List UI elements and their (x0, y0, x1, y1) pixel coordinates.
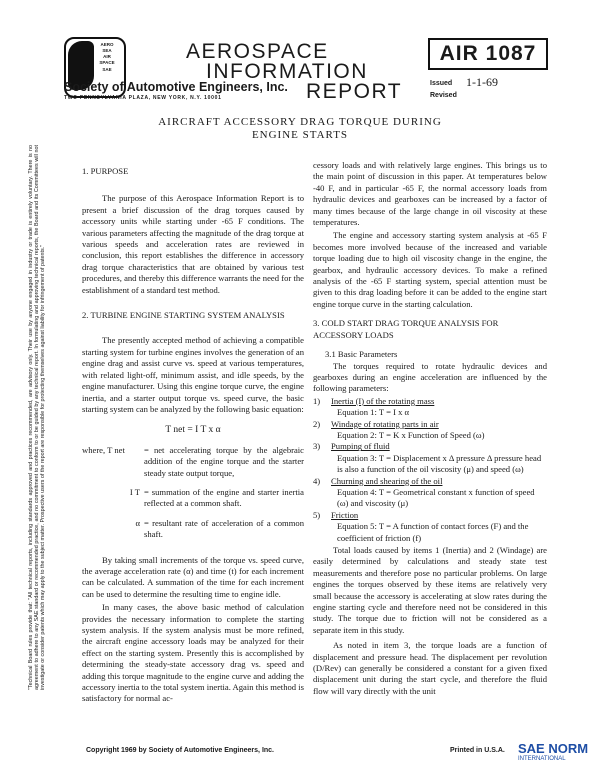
section-heading-purpose: 1. PURPOSE (82, 166, 129, 176)
item-title: Pumping of fluid (331, 441, 390, 452)
paragraph: cessory loads and with relatively large engines. This brings us to the main point of discussion in this paper. At temperatures below -40 F, and in particular -65 F, the normal accessory loads from hydraulic devices and gearboxes can be increased by a factor of many times because of the large change in oil viscosity at these temperatures. (313, 160, 547, 228)
document-number: AIR 1087 (428, 38, 548, 70)
header-title-information: INFORMATION (206, 60, 368, 83)
revised-label: Revised (430, 92, 457, 99)
where-term: I T (129, 486, 140, 497)
title-line: ENGINE STARTS (251, 129, 349, 141)
item-number: 4) (313, 475, 321, 486)
item-number: 2) (313, 418, 321, 429)
item-equation: Equation 3: T = Displacement x Δ pressure Δ pressure head is also a function of the oil viscosity (μ) and speed (ω) (337, 452, 542, 475)
issued-label: Issued (430, 80, 453, 87)
technical-board-notice (26, 145, 46, 690)
subsection-heading-basic-parameters: 3.1 Basic Parameters (325, 349, 398, 360)
issued-date: 1-1-69 (466, 75, 498, 89)
header-title-aerospace: AEROSPACE (186, 40, 329, 63)
where-row (82, 518, 304, 541)
right-column (313, 160, 547, 697)
section-heading-turbine: 2. TURBINE ENGINE STARTING SYSTEM ANALYSIS (82, 310, 285, 321)
item-number: 1) (313, 395, 321, 406)
item-number: 5) (313, 509, 321, 520)
where-row (82, 445, 304, 479)
watermark-text: SAE NORM (518, 741, 589, 756)
notice-text: "Technical Board rules provide that: "All technical reports, including standards approved and practices recommended, are advisory only. Their use by anyone engaged in industry or trade is entirely voluntary. There is no agreement to adhere to any SAE standard or recommended practice, and no commitment to conform to or be guided by any technical report. In formulating and approving technical reports, the Board and its Committees will not investigate or consider patents which may apply to the subject matter. Prospective users of the report are responsible for protecting themselves against liability for infringement of patents." (28, 145, 46, 690)
logo-word: SPACE (99, 60, 115, 65)
item-number: 3) (313, 441, 321, 452)
basic-equation: T net = I T x α (165, 425, 221, 436)
where-definition: = net accelerating torque by the algebraic addition of the engine torque and the starter steady state output torque, (144, 444, 304, 478)
paragraph: The presently accepted method of achieving a compatible starting system for turbine engines involves the generation of an engine drag and assist curve vs. speed at various temperatures, with related light-off, minimum assist, and idle speeds, by the engine manufacturer. Using this engine torque curve, the engine inertia, and a starter output torque vs. speed curve, the basic starting system can be analyzed by the following basic equation: (82, 335, 304, 414)
logo-word: SEA (102, 48, 112, 53)
paragraph: In many cases, the above basic method of calculation provides the necessary information to complete the starting system analysis. If the system analysis must be more refined, the aircraft engine accessory loads may be analyzed for their effect on the starting system. Presently this is accomplished by determining the steady-state accessory drag vs. speed and adding this torque magnitude to the engine curve and adding the accessory inertia to the total system inertia. Again this method is satisfactory for normal ac- (82, 602, 304, 704)
copyright: Copyright 1969 by Society of Automotive Engineers, Inc. (86, 747, 275, 754)
paragraph: Total loads caused by items 1 (Inertia) and 2 (Windage) are easily determined by calculations and steady state test measurements and therefore pose no particular problems. On large engines the torques observed by these items are relatively very small because the accessory is accelerating at slow rates during the engine starting cycle and therefore need not be considered in this study. The torque due to friction will not be considered as a separate item in this study. (313, 545, 547, 635)
paragraph: The engine and accessory starting system analysis at -65 F becomes more involved because of the increased and variable torque loading due to high oil viscosity change in the engine, the gearbox, and hydraulic accessory devices. To make a refined analysis of the -65 F starting system, special attention must be given to this drag loading before it can be added to the engine start engine torque curve in the starting calculation. (313, 230, 547, 309)
item-body (331, 441, 547, 475)
title-line: AIRCRAFT ACCESSORY DRAG TORQUE DURING (158, 116, 442, 128)
item-body (331, 476, 547, 510)
item-body (331, 419, 484, 442)
item-title: Windage of rotating parts in air (331, 418, 439, 429)
watermark-subtext: INTERNATIONAL (518, 756, 566, 762)
parameter-item (313, 476, 547, 510)
where-row (82, 487, 304, 510)
paragraph: As noted in item 3, the torque loads are a function of displacement and pressure head. The displacement per revolution (D/Rev) can generally be considered a constant for a given fixed displacement unit during the start cycle, and therefore the fluid flow will vary directly with the unit (313, 640, 547, 696)
paragraph: The torques required to rotate hydraulic devices and gearboxes during an engine acceleration are influenced by the following parameters: (313, 360, 547, 394)
item-title: Friction (331, 509, 359, 520)
item-equation: Equation 1: T = I x α (337, 407, 410, 418)
document-title (150, 116, 450, 141)
item-equation: Equation 2: T = K x Function of Speed (ω) (337, 429, 485, 440)
item-body (331, 396, 434, 419)
paragraph: The purpose of this Aerospace Information Report is to present a brief discussion of the drag torques caused by accessory units while starting under -65 F conditions. The various parameters affecting the magnitude of the drag torque at various speeds and acceleration rates are reviewed in conclusion, this report establishes the difference in accessory drag torque characteristics that are obtained by various test procedures, and thereby this difference warrants the need for the establishment of a standard test method. (82, 193, 304, 295)
item-title: Churning and shearing of the oil (331, 475, 443, 486)
item-equation: Equation 4: T = Geometrical constant x function of speed (ω) and viscosity (μ) (337, 486, 535, 509)
where-definition: = summation of the engine and starter inertia reflected at a common shaft. (144, 486, 304, 509)
society-name: Society of Automotive Engineers, Inc. (64, 80, 288, 94)
parameter-item (313, 419, 547, 442)
where-definition: = resultant rate of acceleration of a common shaft. (144, 517, 304, 540)
where-term: α (135, 517, 140, 528)
left-column (82, 166, 304, 705)
sae-logo-text (96, 42, 118, 73)
logo-word: AIR (103, 54, 111, 59)
item-equation: Equation 5: T = A function of contact forces (F) and the coefficient of friction (f) (337, 521, 529, 543)
header-title-report: REPORT (306, 80, 403, 103)
society-address: TWO PENNSYLVANIA PLAZA, NEW YORK, N.Y. 10001 (64, 95, 222, 101)
watermark-logo (518, 741, 588, 762)
where-term: where, T net (82, 444, 125, 455)
section-heading-cold-start: 3. COLD START DRAG TORQUE ANALYSIS FOR ACCESSORY LOADS (313, 318, 499, 340)
printed-in: Printed in U.S.A. (450, 747, 505, 754)
parameter-item (313, 396, 547, 419)
logo-word: AERO (100, 42, 114, 47)
item-title: Inertia (I) of the rotating mass (331, 395, 435, 406)
parameter-item (313, 441, 547, 475)
paragraph: By taking small increments of the torque vs. speed curve, the average acceleration rate (α) and time (t) for each increment can be calculated. A summation of the time for each increment can be used to determine the resulting time to engine idle. (82, 554, 304, 599)
item-body (331, 510, 547, 544)
logo-word: SAE (102, 67, 112, 72)
parameter-item (313, 510, 547, 544)
